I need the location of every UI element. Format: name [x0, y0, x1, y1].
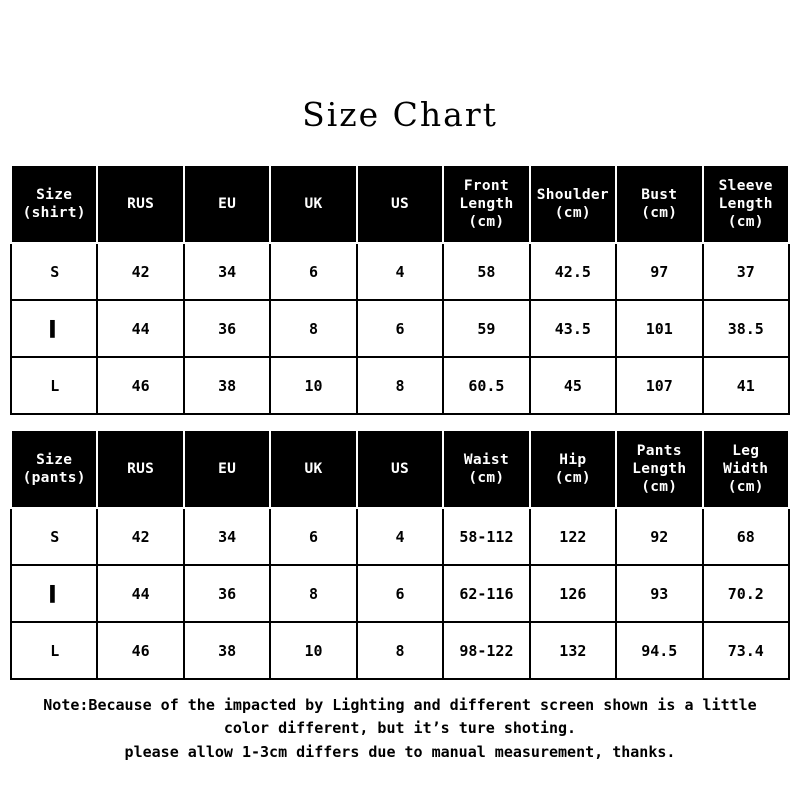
- table-row: [11, 300, 789, 357]
- header-sleeve-length: [703, 165, 790, 243]
- header-shoulder: [530, 165, 616, 243]
- note-line-2: color different, but it’s ture shoting.: [223, 719, 577, 738]
- cell-bust: 97: [616, 243, 702, 300]
- table-row: [11, 357, 789, 414]
- cell-pants-length: 92: [616, 508, 702, 565]
- table-row: [11, 243, 789, 300]
- cell-leg-width: 73.4: [703, 622, 790, 679]
- cell-rus: 46: [97, 357, 183, 414]
- cell-leg-width: 70.2: [703, 565, 790, 622]
- cell-eu: 34: [184, 243, 270, 300]
- cell-hip: 126: [530, 565, 616, 622]
- header-uk: [270, 430, 356, 508]
- cell-uk: 6: [270, 508, 356, 565]
- cell-rus: 44: [97, 565, 183, 622]
- header-line2: (shirt): [22, 205, 86, 221]
- cell-pants-length: 94.5: [616, 622, 702, 679]
- header-leg-width: [703, 430, 790, 508]
- header-line1: Hip: [559, 451, 587, 468]
- header-us: [357, 430, 443, 508]
- header-us: [357, 165, 443, 243]
- cell-us: 4: [357, 243, 443, 300]
- header-line1: Size: [36, 451, 73, 468]
- pants-size-table: [10, 429, 790, 680]
- header-line3: (cm): [468, 214, 505, 231]
- cell-eu: 36: [184, 300, 270, 357]
- cell-sleeve-length: 37: [703, 243, 790, 300]
- header-waist: [443, 430, 529, 508]
- header-line2: Length: [459, 195, 514, 212]
- cell-waist: 62-116: [443, 565, 529, 622]
- cell-us: 4: [357, 508, 443, 565]
- cell-shoulder: 42.5: [530, 243, 616, 300]
- cell-eu: 38: [184, 357, 270, 414]
- cell-us: 6: [357, 565, 443, 622]
- cell-rus: 44: [97, 300, 183, 357]
- header-line3: (cm): [727, 214, 764, 231]
- header-line2: Length: [632, 460, 687, 477]
- header-line1: US: [390, 460, 409, 477]
- header-bust: [616, 165, 702, 243]
- cell-bust: 101: [616, 300, 702, 357]
- cell-hip: 132: [530, 622, 616, 679]
- header-line1: Leg: [732, 442, 760, 459]
- cell-size: ▌: [11, 565, 97, 622]
- table-row: [11, 508, 789, 565]
- cell-rus: 42: [97, 508, 183, 565]
- cell-size: S: [11, 508, 97, 565]
- cell-rus: 42: [97, 243, 183, 300]
- header-line1: Sleeve: [718, 177, 773, 194]
- header-rus: [97, 165, 183, 243]
- table-row: [11, 565, 789, 622]
- header-line2: Length: [718, 195, 773, 212]
- cell-pants-length: 93: [616, 565, 702, 622]
- shirt-table-body: [11, 243, 789, 414]
- cell-uk: 8: [270, 300, 356, 357]
- cell-leg-width: 68: [703, 508, 790, 565]
- cell-size: ▌: [11, 300, 97, 357]
- header-line3: (cm): [727, 479, 764, 496]
- header-eu: [184, 430, 270, 508]
- header-rus: [97, 430, 183, 508]
- header-line1: Pants: [636, 442, 682, 459]
- header-line1: Bust: [641, 186, 678, 203]
- header-line1: RUS: [127, 460, 155, 477]
- cell-front-length: 60.5: [443, 357, 529, 414]
- header-line1: UK: [304, 195, 323, 212]
- shirt-size-table: [10, 164, 790, 415]
- header-line1: RUS: [127, 195, 155, 212]
- table-header-row: [11, 165, 789, 243]
- header-eu: [184, 165, 270, 243]
- header-line2: (cm): [468, 470, 505, 486]
- cell-sleeve-length: 38.5: [703, 300, 790, 357]
- cell-hip: 122: [530, 508, 616, 565]
- cell-shoulder: 45: [530, 357, 616, 414]
- header-line2: (cm): [641, 205, 678, 221]
- cell-uk: 10: [270, 622, 356, 679]
- note-line-3: please allow 1-3cm differs due to manual measurement, thanks.: [124, 742, 676, 761]
- cell-uk: 8: [270, 565, 356, 622]
- note-block: [10, 694, 790, 764]
- table-header-row: [11, 430, 789, 508]
- header-line1: EU: [218, 460, 237, 477]
- header-line2: (cm): [554, 205, 591, 221]
- cell-front-length: 59: [443, 300, 529, 357]
- header-line1: Waist: [463, 451, 509, 468]
- cell-waist: 98-122: [443, 622, 529, 679]
- header-line3: (cm): [641, 479, 678, 496]
- cell-eu: 34: [184, 508, 270, 565]
- header-line1: Shoulder: [536, 186, 609, 203]
- pants-table-header: [11, 430, 789, 508]
- cell-shoulder: 43.5: [530, 300, 616, 357]
- header-uk: [270, 165, 356, 243]
- header-front-length: [443, 165, 529, 243]
- cell-size: L: [11, 622, 97, 679]
- header-line1: Size: [36, 186, 73, 203]
- table-row: [11, 622, 789, 679]
- cell-size: S: [11, 243, 97, 300]
- cell-rus: 46: [97, 622, 183, 679]
- note-line-1: Note:Because of the impacted by Lighting and different screen shown is a little: [43, 696, 757, 714]
- cell-uk: 10: [270, 357, 356, 414]
- header-line1: UK: [304, 460, 323, 477]
- cell-us: 6: [357, 300, 443, 357]
- shirt-table-header: [11, 165, 789, 243]
- cell-bust: 107: [616, 357, 702, 414]
- cell-us: 8: [357, 622, 443, 679]
- header-line2: Width: [723, 460, 769, 477]
- header-size-shirt: [11, 165, 97, 243]
- header-line2: (cm): [554, 470, 591, 486]
- pants-table-body: [11, 508, 789, 679]
- header-line1: US: [390, 195, 409, 212]
- cell-eu: 36: [184, 565, 270, 622]
- header-line1: Front: [463, 177, 509, 194]
- cell-uk: 6: [270, 243, 356, 300]
- cell-us: 8: [357, 357, 443, 414]
- header-pants-length: [616, 430, 702, 508]
- header-hip: [530, 430, 616, 508]
- header-size-pants: [11, 430, 97, 508]
- page-title: Size Chart: [302, 95, 498, 134]
- cell-sleeve-length: 41: [703, 357, 790, 414]
- cell-size: L: [11, 357, 97, 414]
- tables-container: [0, 164, 800, 764]
- header-line2: (pants): [22, 470, 86, 486]
- cell-waist: 58-112: [443, 508, 529, 565]
- cell-front-length: 58: [443, 243, 529, 300]
- header-line1: EU: [218, 195, 237, 212]
- cell-eu: 38: [184, 622, 270, 679]
